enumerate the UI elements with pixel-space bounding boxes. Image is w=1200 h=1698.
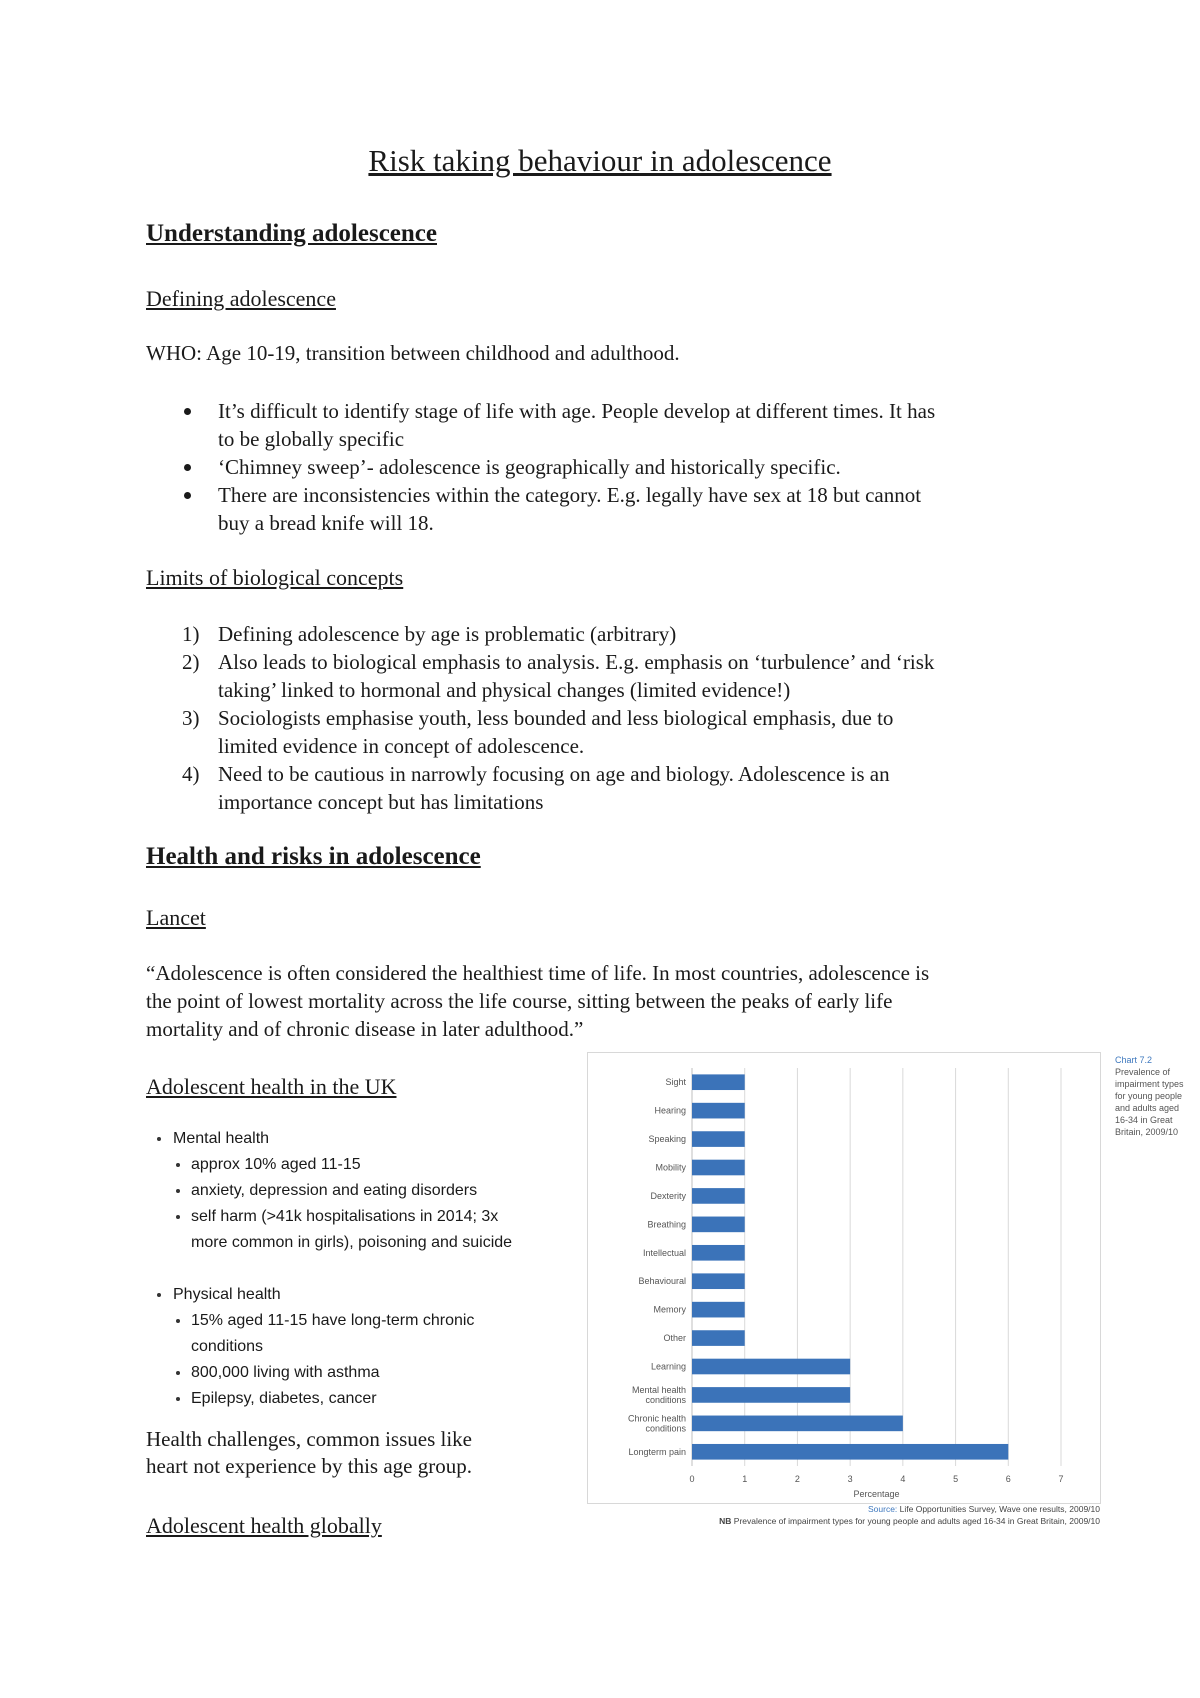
x-axis-label: Percentage: [853, 1489, 900, 1499]
list-item: 4) Need to be cautious in narrowly focusing on age and biology. Adolescence is an importance concept but has limitations: [182, 762, 890, 814]
uk-health-list: [146, 1126, 576, 1412]
bar: [692, 1444, 1008, 1460]
list-item: 15% aged 11-15 have long-term chronic conditions: [146, 1308, 576, 1360]
lancet-quote: “Adolescence is often considered the healthiest time of life. In most countries, adolescence is the point of lowest mortality across the life course, sitting between the peaks of early life mortality and of chronic disease in later adulthood.”: [146, 961, 930, 1041]
page-title: Risk taking behaviour in adolescence: [368, 143, 832, 178]
list-item: 2) Also leads to biological emphasis to analysis. E.g. emphasis on ‘turbulence’ and ‘risk taking’ linked to hormonal and physical changes (limited evidence!): [182, 650, 935, 702]
bar: [692, 1131, 745, 1147]
heading-understanding-adolescence: Understanding adolescence: [146, 220, 437, 247]
category-label: Memory: [653, 1304, 686, 1315]
list-item: Mental health: [146, 1126, 576, 1152]
chart-source: Source: Life Opportunities Survey, Wave one results, 2009/10: [867, 1504, 1100, 1514]
subheading-global-health: Adolescent health globally: [146, 1513, 382, 1538]
category-label: Sight: [665, 1077, 686, 1088]
heading-health-risks: Health and risks in adolescence: [146, 843, 481, 870]
subheading-limits-biological: Limits of biological concepts: [146, 565, 404, 590]
list-item: ‘Chimney sweep’- adolescence is geographically and historically specific.: [146, 453, 1066, 481]
category-label: Breathing: [647, 1219, 686, 1230]
bar: [692, 1273, 745, 1289]
bar: [692, 1387, 850, 1403]
category-label: Learning: [650, 1361, 686, 1372]
x-tick-label: 6: [1005, 1474, 1011, 1484]
x-tick-label: 3: [847, 1474, 853, 1484]
category-label: Speaking: [648, 1134, 686, 1145]
subheading-uk-health: Adolescent health in the UK: [146, 1074, 397, 1099]
category-label: Mental health conditions: [631, 1384, 686, 1405]
x-tick-label: 2: [794, 1474, 800, 1484]
x-tick-label: 4: [900, 1474, 906, 1484]
list-item: 800,000 living with asthma: [146, 1360, 576, 1386]
bar: [692, 1302, 745, 1318]
bar: [692, 1245, 745, 1261]
list-item: There are inconsistencies within the category. E.g. legally have sex at 18 but cannot buy a bread knife will 18.: [146, 481, 1066, 537]
bar: [692, 1330, 745, 1346]
chart-note: NB Prevalence of impairment types for young people and adults aged 16-34 in Great Britain, 2009/10: [719, 1516, 1100, 1526]
x-tick-label: 0: [689, 1474, 695, 1484]
category-label: Mobility: [655, 1162, 686, 1173]
bar: [692, 1416, 903, 1432]
x-tick-label: 1: [742, 1474, 748, 1484]
limits-numbered-list: [146, 620, 1066, 816]
category-label: Hearing: [654, 1105, 686, 1116]
category-label: Chronic health conditions: [627, 1413, 686, 1434]
category-label: Intellectual: [642, 1247, 686, 1258]
subheading-defining-adolescence: Defining adolescence: [146, 286, 336, 311]
bar: [692, 1217, 745, 1233]
list-item: Epilepsy, diabetes, cancer: [146, 1386, 576, 1412]
list-item: 3) Sociologists emphasise youth, less bounded and less biological emphasis, due to limited evidence in concept of adolescence.: [182, 706, 894, 758]
impairment-bar-chart: [588, 1053, 1100, 1503]
list-item: self harm (>41k hospitalisations in 2014; 3x more common in girls), poisoning and suicide: [146, 1204, 576, 1256]
list-item: It’s difficult to identify stage of life with age. People develop at different times. It has to be globally specific: [146, 397, 1066, 453]
bar: [692, 1359, 850, 1375]
category-label: Behavioural: [638, 1276, 686, 1287]
list-item: Physical health: [146, 1282, 576, 1308]
chart-caption: Chart 7.2 Prevalence of impairment types for young people and adults aged 16-34 in Great Britain, 2009/10: [1115, 1055, 1184, 1137]
category-label: Dexterity: [650, 1190, 686, 1201]
bar: [692, 1074, 745, 1090]
bar: [692, 1188, 745, 1204]
health-challenges-note: Health challenges, common issues like heart not experience by this age group.: [146, 1427, 473, 1478]
category-label: Other: [663, 1333, 686, 1344]
list-item: anxiety, depression and eating disorders: [146, 1178, 576, 1204]
impairment-chart: [587, 1052, 1101, 1504]
who-definition: WHO: Age 10-19, transition between childhood and adulthood.: [146, 341, 680, 365]
subheading-lancet: Lancet: [146, 905, 206, 930]
x-tick-label: 5: [953, 1474, 959, 1484]
category-label: Longterm pain: [628, 1446, 686, 1457]
list-item: approx 10% aged 11-15: [146, 1152, 576, 1178]
bar: [692, 1103, 745, 1119]
list-item: 1) Defining adolescence by age is problematic (arbitrary): [182, 622, 677, 646]
defining-bullets: [146, 397, 1066, 537]
x-tick-label: 7: [1058, 1474, 1064, 1484]
bar: [692, 1160, 745, 1176]
